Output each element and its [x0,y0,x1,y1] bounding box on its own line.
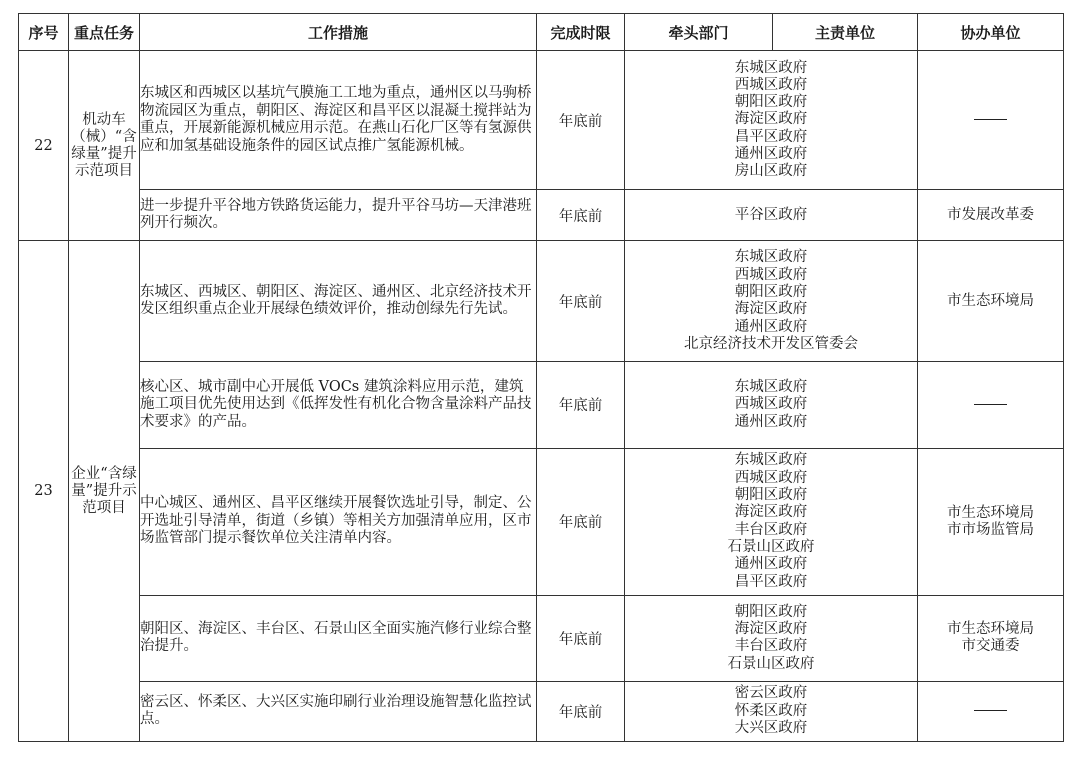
assist-unit-name: 市发展改革委 [947,206,1034,223]
table-row [19,51,1064,190]
main-unit-cell [625,681,918,741]
assist-unit-name: 市生态环境局 [947,504,1034,521]
unit-name: 北京经济技术开发区管委会 [684,335,858,352]
unit-name: 丰台区政府 [734,521,808,538]
measure-cell: 密云区、怀柔区、大兴区实施印刷行业治理设施智慧化监控试点。 [140,681,537,741]
empty-dash [974,119,1007,120]
assist-unit-cell [918,51,1064,190]
unit-name: 海淀区政府 [734,301,808,318]
header-lead-dept: 牵头部门 [625,14,773,51]
header-row [19,14,1064,51]
assist-unit-name: 市市场监管局 [947,521,1034,538]
header-seq: 序号 [19,14,69,51]
seq-cell: 22 [19,51,69,241]
unit-name: 通州区政府 [734,413,808,430]
header-deadline: 完成时限 [537,14,625,51]
unit-name: 海淀区政府 [734,504,808,521]
header-main-unit: 主责单位 [773,14,918,51]
main-unit-cell [625,448,918,595]
deadline-cell: 年底前 [537,190,625,241]
measure-cell: 核心区、城市副中心开展低 VOCs 建筑涂料应用示范，建筑施工项目优先使用达到《低挥发性有机化合物含量涂料产品技术要求》的产品。 [140,362,537,448]
unit-name: 通州区政府 [734,556,808,573]
unit-name: 密云区政府 [734,685,808,702]
empty-dash [974,710,1007,711]
main-unit-cell [625,190,918,241]
deadline-cell: 年底前 [537,681,625,741]
deadline-cell: 年底前 [537,51,625,190]
table-row [19,595,1064,681]
deadline-cell: 年底前 [537,362,625,448]
unit-name: 通州区政府 [734,318,808,335]
unit-name: 大兴区政府 [734,720,808,737]
deadline-cell: 年底前 [537,241,625,362]
unit-name: 西城区政府 [734,76,808,93]
unit-name: 东城区政府 [734,59,808,76]
unit-name: 东城区政府 [734,452,808,469]
assist-unit-cell [918,241,1064,362]
measure-cell: 东城区、西城区、朝阳区、海淀区、通州区、北京经济技术开发区组织重点企业开展绿色绩效评价，推动创绿先行先试。 [140,241,537,362]
unit-name: 海淀区政府 [734,111,808,128]
unit-name: 西城区政府 [734,469,808,486]
deadline-cell: 年底前 [537,595,625,681]
header-measure: 工作措施 [140,14,537,51]
main-unit-cell [625,595,918,681]
table-row [19,448,1064,595]
assist-unit-name: 市交通委 [961,638,1020,655]
main-unit-cell [625,362,918,448]
unit-name: 怀柔区政府 [734,702,808,719]
measure-cell: 中心城区、通州区、昌平区继续开展餐饮选址引导，制定、公开选址引导清单，街道（乡镇）等相关方加强清单应用，区市场监管部门提示餐饮单位关注清单内容。 [140,448,537,595]
unit-name: 东城区政府 [734,379,808,396]
deadline-cell: 年底前 [537,448,625,595]
unit-name: 平谷区政府 [734,206,808,223]
main-unit-cell [625,51,918,190]
unit-name: 昌平区政府 [734,128,808,145]
measure-cell: 进一步提升平谷地方铁路货运能力，提升平谷马坊—天津港班列开行频次。 [140,190,537,241]
seq-cell: 23 [19,241,69,742]
unit-name: 西城区政府 [734,266,808,283]
unit-name: 丰台区政府 [734,638,808,655]
unit-name: 朝阳区政府 [734,603,808,620]
assist-unit-name: 市生态环境局 [947,621,1034,638]
assist-unit-name: 市生态环境局 [947,292,1034,309]
unit-name: 石景山区政府 [727,655,815,672]
header-assist-unit: 协办单位 [918,14,1064,51]
unit-name: 朝阳区政府 [734,284,808,301]
unit-name: 西城区政府 [734,396,808,413]
unit-name: 通州区政府 [734,146,808,163]
table-row [19,241,1064,362]
table-row [19,362,1064,448]
unit-name: 朝阳区政府 [734,487,808,504]
assist-unit-cell [918,448,1064,595]
table-row [19,190,1064,241]
assist-unit-cell [918,362,1064,448]
work-measures-table [18,13,1064,742]
unit-name: 海淀区政府 [734,620,808,637]
unit-name: 石景山区政府 [727,538,815,555]
assist-unit-cell [918,681,1064,741]
measure-cell: 东城区和西城区以基坑气膜施工工地为重点，通州区以马驹桥物流园区为重点，朝阳区、海淀区和昌平区以混凝土搅拌站为重点，开展新能源机械应用示范。在燕山石化厂区等有氢源供应和加氢基础设施条件的园区试点推广氢能源机械。 [140,51,537,190]
empty-dash [974,404,1007,405]
unit-name: 房山区政府 [734,163,808,180]
table-row [19,681,1064,741]
task-cell: 机动车（械）“含绿量”提升示范项目 [69,51,140,241]
assist-unit-cell [918,190,1064,241]
header-task: 重点任务 [69,14,140,51]
unit-name: 昌平区政府 [734,573,808,590]
unit-name: 东城区政府 [734,249,808,266]
main-unit-cell [625,241,918,362]
assist-unit-cell [918,595,1064,681]
measure-cell: 朝阳区、海淀区、丰台区、石景山区全面实施汽修行业综合整治提升。 [140,595,537,681]
task-cell: 企业“含绿量”提升示范项目 [69,241,140,742]
unit-name: 朝阳区政府 [734,94,808,111]
